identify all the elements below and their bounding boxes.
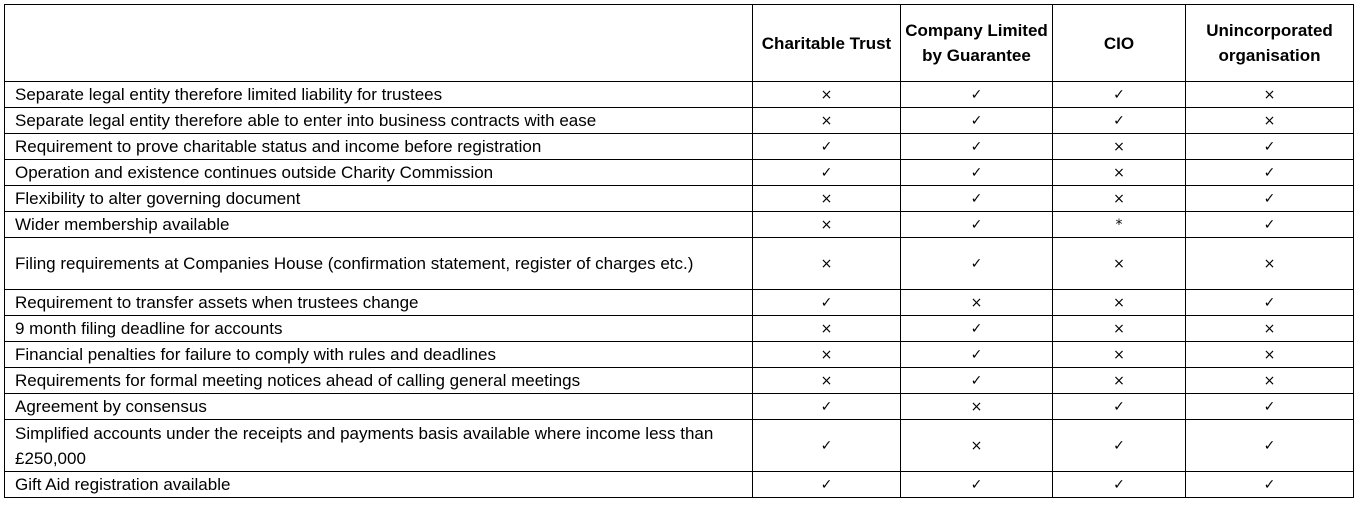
charitable-trust-mark: ✓ [753, 134, 901, 160]
company-mark: ✓ [901, 472, 1053, 498]
cio-mark: × [1053, 368, 1186, 394]
unincorporated-mark: × [1186, 108, 1354, 134]
company-mark: ✓ [901, 108, 1053, 134]
table-row [5, 316, 1354, 342]
row-label: Requirement to prove charitable status and income before registration [5, 134, 753, 160]
company-mark: × [901, 394, 1053, 420]
cio-mark: ✓ [1053, 394, 1186, 420]
unincorporated-mark: ✓ [1186, 290, 1354, 316]
table-row [5, 238, 1354, 290]
table-row [5, 472, 1354, 498]
table-row [5, 186, 1354, 212]
company-mark: ✓ [901, 160, 1053, 186]
company-mark: ✓ [901, 342, 1053, 368]
unincorporated-mark: ✓ [1186, 212, 1354, 238]
row-label: Filing requirements at Companies House (confirmation statement, register of charges etc.) [5, 238, 753, 290]
table-row [5, 394, 1354, 420]
cio-mark: × [1053, 342, 1186, 368]
cio-mark: × [1053, 316, 1186, 342]
row-label: 9 month filing deadline for accounts [5, 316, 753, 342]
table-row [5, 420, 1354, 472]
company-mark: ✓ [901, 212, 1053, 238]
row-label: Requirement to transfer assets when trustees change [5, 290, 753, 316]
cio-mark: × [1053, 238, 1186, 290]
company-mark: ✓ [901, 82, 1053, 108]
company-mark: ✓ [901, 134, 1053, 160]
company-mark: ✓ [901, 316, 1053, 342]
unincorporated-mark: ✓ [1186, 186, 1354, 212]
charitable-trust-mark: × [753, 108, 901, 134]
cio-mark: × [1053, 186, 1186, 212]
row-label: Wider membership available [5, 212, 753, 238]
charitable-trust-mark: ✓ [753, 420, 901, 472]
unincorporated-mark: × [1186, 368, 1354, 394]
table-row [5, 368, 1354, 394]
table-row [5, 212, 1354, 238]
charitable-trust-mark: × [753, 186, 901, 212]
unincorporated-mark: ✓ [1186, 394, 1354, 420]
table-row [5, 82, 1354, 108]
row-label: Gift Aid registration available [5, 472, 753, 498]
header-cio: CIO [1053, 5, 1186, 82]
table-row [5, 342, 1354, 368]
unincorporated-mark: ✓ [1186, 134, 1354, 160]
company-mark: × [901, 290, 1053, 316]
cio-mark: * [1053, 212, 1186, 238]
unincorporated-mark: ✓ [1186, 160, 1354, 186]
comparison-table [4, 4, 1354, 498]
charitable-trust-mark: × [753, 212, 901, 238]
table-row [5, 290, 1354, 316]
charitable-trust-mark: ✓ [753, 290, 901, 316]
row-label: Separate legal entity therefore able to enter into business contracts with ease [5, 108, 753, 134]
row-label: Agreement by consensus [5, 394, 753, 420]
row-label: Separate legal entity therefore limited liability for trustees [5, 82, 753, 108]
row-label: Operation and existence continues outside Charity Commission [5, 160, 753, 186]
header-empty-cell [5, 5, 753, 82]
unincorporated-mark: × [1186, 82, 1354, 108]
unincorporated-mark: × [1186, 238, 1354, 290]
table-row [5, 160, 1354, 186]
unincorporated-mark: ✓ [1186, 420, 1354, 472]
cio-mark: ✓ [1053, 108, 1186, 134]
cio-mark: ✓ [1053, 472, 1186, 498]
cio-mark: × [1053, 160, 1186, 186]
unincorporated-mark: ✓ [1186, 472, 1354, 498]
row-label: Simplified accounts under the receipts and payments basis available where income less than £250,000 [5, 420, 753, 472]
unincorporated-mark: × [1186, 342, 1354, 368]
charitable-trust-mark: ✓ [753, 472, 901, 498]
row-label: Requirements for formal meeting notices ahead of calling general meetings [5, 368, 753, 394]
cio-mark: × [1053, 134, 1186, 160]
table-row [5, 134, 1354, 160]
header-charitable-trust: Charitable Trust [753, 5, 901, 82]
row-label: Financial penalties for failure to comply with rules and deadlines [5, 342, 753, 368]
charitable-trust-mark: × [753, 342, 901, 368]
row-label: Flexibility to alter governing document [5, 186, 753, 212]
charitable-trust-mark: ✓ [753, 394, 901, 420]
cio-mark: ✓ [1053, 420, 1186, 472]
cio-mark: × [1053, 290, 1186, 316]
charitable-trust-mark: × [753, 82, 901, 108]
header-company-limited-by-guarantee: Company Limited by Guarantee [901, 5, 1053, 82]
table-row [5, 108, 1354, 134]
charitable-trust-mark: ✓ [753, 160, 901, 186]
charitable-trust-mark: × [753, 368, 901, 394]
company-mark: ✓ [901, 238, 1053, 290]
charitable-trust-mark: × [753, 316, 901, 342]
header-row [5, 5, 1354, 82]
unincorporated-mark: × [1186, 316, 1354, 342]
company-mark: × [901, 420, 1053, 472]
charitable-trust-mark: × [753, 238, 901, 290]
header-unincorporated-organisation: Unincorporated organisation [1186, 5, 1354, 82]
company-mark: ✓ [901, 368, 1053, 394]
cio-mark: ✓ [1053, 82, 1186, 108]
company-mark: ✓ [901, 186, 1053, 212]
